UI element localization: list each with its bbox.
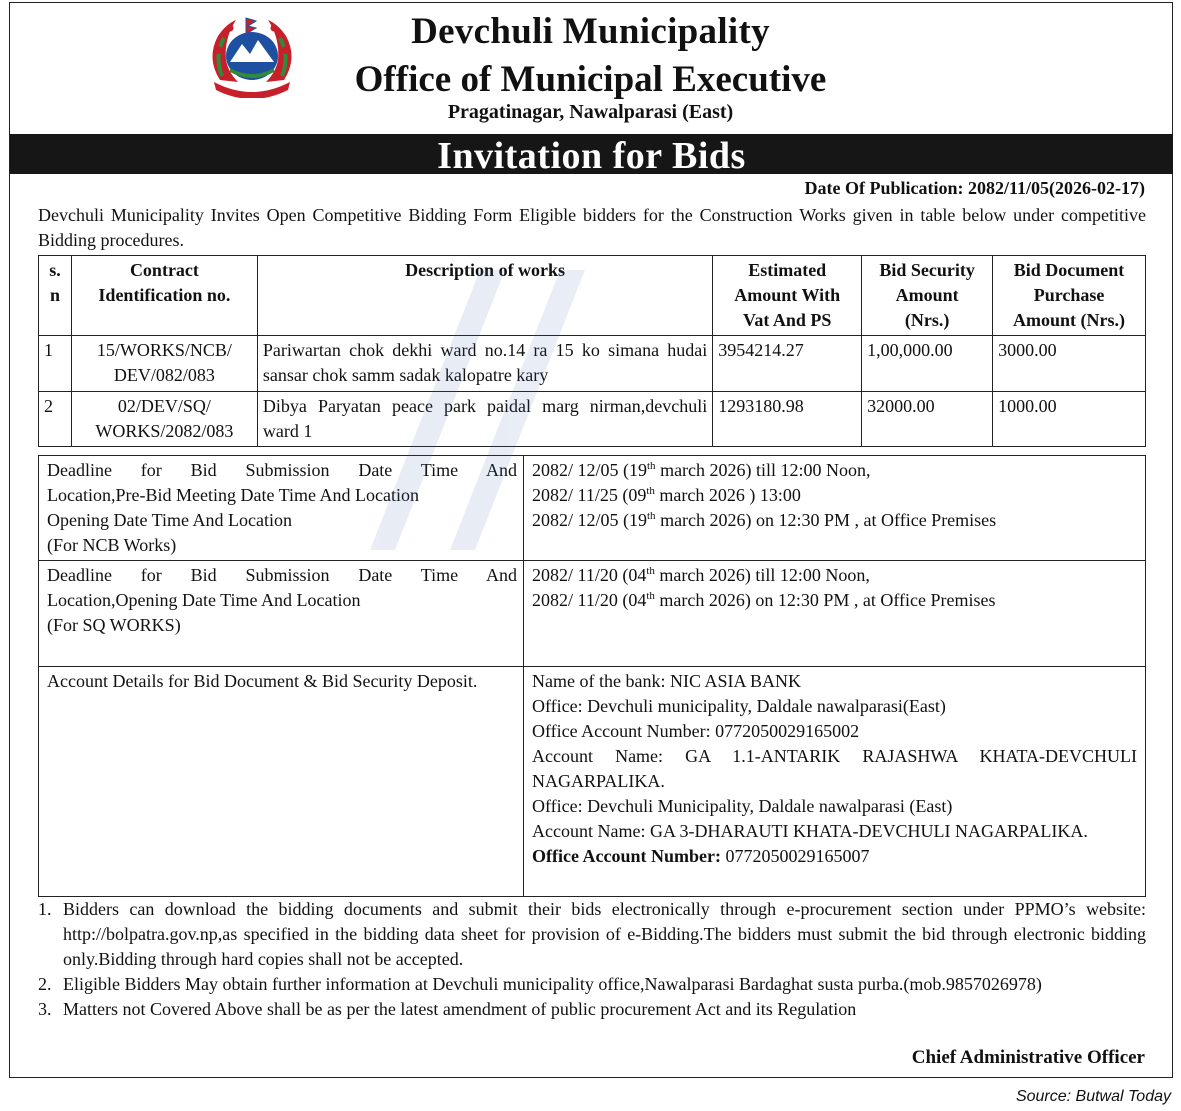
list-item: 2. Eligible Bidders May obtain further information at Devchuli municipality office,Nawalparasi Bardaghat susta purba.(mob.9857026978) bbox=[38, 974, 1042, 994]
source-credit: Source: Butwal Today bbox=[1015, 1088, 1171, 1105]
cell-document-amount: 1000.00 bbox=[993, 392, 1146, 447]
ncb-opening-date: 2082/ 12/05 (19th march 2026) on 12:30 PM , at Office Premises bbox=[532, 510, 997, 530]
cell-contract-id: 15/WORKS/NCB/ DEV/082/083 bbox=[71, 336, 257, 392]
cell-bid-security: 32000.00 bbox=[862, 392, 993, 447]
ncb-deadline-values bbox=[524, 456, 1145, 560]
cell-estimated-amount: 1293180.98 bbox=[713, 392, 862, 447]
ncb-deadline-row bbox=[39, 456, 1145, 560]
office-1: Office: Devchuli municipality, Daldale nawalparasi(East) bbox=[532, 696, 946, 716]
intro-paragraph: Devchuli Municipality Invites Open Competitive Bidding Form Eligible bidders for the Construction Works given in table below under competitive Bidding procedures. bbox=[38, 205, 1146, 250]
account-number-2: Office Account Number: 0772050029165007 bbox=[532, 846, 870, 866]
ncb-prebid-meeting: 2082/ 11/25 (09th march 2026 ) 13:00 bbox=[532, 485, 801, 505]
sq-opening-date: 2082/ 11/20 (04th march 2026) on 12:30 PM , at Office Premises bbox=[532, 590, 996, 610]
header-estimated-amount: Estimated Amount With Vat And PS bbox=[713, 256, 862, 336]
cell-sn: 1 bbox=[39, 336, 72, 392]
account-name-2: Account Name: GA 3-DHARAUTI KHATA-DEVCHULI NAGARPALIKA. bbox=[532, 821, 1088, 841]
header bbox=[0, 0, 1181, 128]
cell-description: Dibya Paryatan peace park paidal marg nirman,devchuli ward 1 bbox=[257, 392, 712, 447]
cell-estimated-amount: 3954214.27 bbox=[713, 336, 862, 392]
office-2: Office: Devchuli Municipality, Daldale nawalparasi (East) bbox=[532, 796, 953, 816]
account-details-label: Account Details for Bid Document & Bid Security Deposit. bbox=[39, 667, 524, 896]
ncb-submission-deadline: 2082/ 12/05 (19th march 2026) till 12:00 Noon, bbox=[532, 460, 871, 480]
sq-submission-deadline: 2082/ 11/20 (04th march 2026) till 12:00 Noon, bbox=[532, 565, 870, 585]
table-header-row bbox=[39, 256, 1146, 336]
ncb-deadline-label: Deadline for Bid Submission Date Time And Location,Pre-Bid Meeting Date Time And Location Opening Date Time And Location (For NCB Works) bbox=[39, 456, 524, 560]
list-item: 3. Matters not Covered Above shall be as per the latest amendment of public procurement Act and its Regulation bbox=[38, 999, 857, 1019]
notes-list bbox=[38, 897, 1146, 1022]
cell-bid-security: 1,00,000.00 bbox=[862, 336, 993, 392]
header-document-amount: Bid Document Purchase Amount (Nrs.) bbox=[993, 256, 1146, 336]
header-sn: s. n bbox=[39, 256, 72, 336]
cell-document-amount: 3000.00 bbox=[993, 336, 1146, 392]
deadline-and-account-table bbox=[38, 455, 1146, 897]
sq-deadline-values bbox=[524, 561, 1145, 666]
cell-sn: 2 bbox=[39, 392, 72, 447]
notice-title-banner: Invitation for Bids bbox=[10, 134, 1173, 174]
account-details-values bbox=[524, 667, 1145, 896]
account-details-row bbox=[39, 666, 1145, 896]
works-table bbox=[38, 255, 1146, 447]
list-item: 1. Bidders can download the bidding documents and submit their bids electronically through e-procurement section under PPMO’s website: http://bolpatra.gov.np,as specified in the bidding data sheet for provision of e-Bidding.The bidders must submit the bid through electronic bidding only.Bidding through hard copies shall not be accepted. bbox=[38, 899, 1146, 969]
sq-deadline-row bbox=[39, 560, 1145, 666]
signature-title: Chief Administrative Officer bbox=[911, 1047, 1145, 1068]
publication-date: Date Of Publication: 2082/11/05(2026-02-17) bbox=[804, 178, 1145, 198]
header-description: Description of works bbox=[257, 256, 712, 336]
table-row bbox=[39, 392, 1146, 447]
cell-contract-id: 02/DEV/SQ/ WORKS/2082/083 bbox=[71, 392, 257, 447]
office-address: Pragatinagar, Nawalparasi (East) bbox=[447, 101, 734, 123]
header-contract-id: Contract Identification no. bbox=[71, 256, 257, 336]
bank-name: Name of the bank: NIC ASIA BANK bbox=[532, 671, 801, 691]
account-number-1: Office Account Number: 0772050029165002 bbox=[532, 721, 860, 741]
account-name-1: Account Name: GA 1.1-ANTARIK RAJASHWA KHATA-DEVCHULI NAGARPALIKA. bbox=[532, 746, 1137, 791]
table-row bbox=[39, 336, 1146, 392]
header-bid-security: Bid Security Amount (Nrs.) bbox=[862, 256, 993, 336]
cell-description: Pariwartan chok dekhi ward no.14 ra 15 ko simana hudai sansar chok samm sadak kalopatre kary bbox=[257, 336, 712, 392]
municipality-name: Devchuli Municipality bbox=[411, 11, 770, 52]
sq-deadline-label: Deadline for Bid Submission Date Time And Location,Opening Date Time And Location (For SQ WORKS) bbox=[39, 561, 524, 666]
office-name: Office of Municipal Executive bbox=[354, 59, 827, 100]
